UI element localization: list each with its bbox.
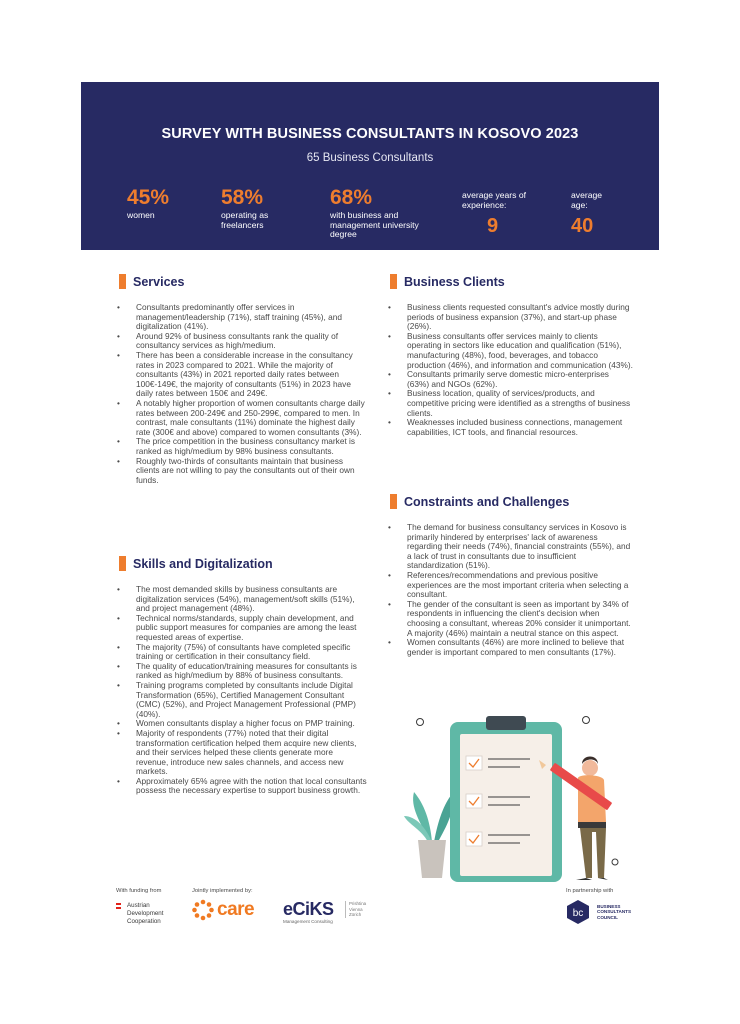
list-item: • The most demanded skills by business consultants are digitalization services (54%), management/soft skills (51%), and project management (48%). — [117, 585, 367, 614]
adc-line: Cooperation — [127, 918, 161, 925]
care-logo — [192, 899, 254, 921]
list-item: • The gender of the consultant is seen as important by 34% of respondents in influencing the client's decision when choosing a consultant, whereas 20% consider it unimportant. A majority (46%) maintain a neutral stance on this aspect. — [388, 600, 633, 638]
list-item: • Business clients requested consultant's advice mostly during periods of business expansion (37%), and start-up phase (26%). — [388, 303, 633, 332]
list-item: • Approximately 65% agree with the notion that local consultants possess the necessary expertise to support business growth. — [117, 777, 367, 796]
list-item: • The price competition in the business consultancy market is ranked as high/medium by 98% business consultants. — [117, 437, 367, 456]
bcc-emblem-icon — [565, 899, 591, 925]
bcc-line: CONSULTANTS — [597, 909, 632, 915]
list-item: • Business consultants offer services mainly to clients operating in sectors like education and qualification (51%), manufacturing (48%), food, beverages, and tobacco production (46%), and information and communication (43%). — [388, 332, 633, 370]
eciks-logo — [283, 899, 367, 924]
stat-value: 9 — [487, 215, 499, 237]
list-item: • Around 92% of business consultants rank the quality of consultancy services as high/medium. — [117, 332, 367, 351]
bcc-line: BUSINESS — [597, 903, 621, 909]
list-item: • A notably higher proportion of women consultants charge daily rates between 200-249€ and 250-299€, compared to men. In contrast, male consultants (11%) dominate the highest daily rate (300€ and above) compared to women consultants (3%). — [117, 399, 367, 437]
section-heading-skills — [119, 556, 273, 571]
stat-age — [571, 191, 631, 236]
list-item: • Majority of respondents (77%) noted that their digital transformation certification helped them acquire new clients, and their services helped these clients generate more revenue, introduce new sales channels, and access new markets. — [117, 729, 367, 777]
section-title: Business Clients — [404, 274, 505, 289]
list-item: • There has been a considerable increase in the consultancy rates in 2023 compared to 2021. While the majority of consultants (43%) in 2021 reported daily rates between 100€-149€, the majority of consultants (51%) in 2023 have daily rates between 150€ and 249€. — [117, 351, 367, 399]
stat-value: 68% — [330, 186, 373, 209]
services-list — [117, 303, 367, 485]
eciks-city: Zürich — [349, 912, 362, 917]
partnership-label: In partnership with — [566, 888, 614, 894]
adc-name — [127, 902, 163, 926]
list-item: • Technical norms/standards, supply chain development, and public support measures for companies are among the least requested areas of expertise. — [117, 614, 367, 643]
decor-circle — [417, 719, 424, 726]
stat-label: operating as freelancers — [221, 210, 269, 230]
list-item: • Women consultants (46%) are more inclined to believe that gender is important compared to men consultants (17%). — [388, 638, 633, 657]
decor-circle — [583, 717, 590, 724]
bcc-name — [597, 904, 631, 921]
stat-degree — [330, 187, 426, 240]
section-title: Skills and Digitalization — [133, 556, 273, 571]
section-heading-services — [119, 274, 184, 289]
stat-label: average age: — [571, 190, 603, 210]
adc-line: Development — [127, 910, 164, 917]
funding-label: With funding from — [116, 888, 162, 894]
list-item: • Business location, quality of services/products, and competitive pricing were identified as a strengths of business clients. — [388, 389, 633, 418]
eciks-city: Vienna — [349, 906, 363, 912]
list-item: • Weaknesses included business connections, management capabilities, ICT tools, and financial resources. — [388, 418, 633, 437]
plant-icon — [404, 792, 453, 878]
heading-accent — [119, 274, 126, 289]
stat-label: average years of experience: — [462, 190, 527, 210]
clipboard-icon — [450, 716, 562, 882]
eciks-wordmark: eCiKS — [283, 899, 334, 919]
consultant-figure — [576, 757, 608, 881]
stat-freelancers — [221, 187, 301, 230]
stat-value: 58% — [221, 186, 264, 209]
bcc-logo — [565, 899, 631, 925]
list-item: • Training programs completed by consultants include Digital Transformation (65%), Certified Management Consultant (CMC) (52%), and Project Management Professional (PMP) (40%). — [117, 681, 367, 719]
stat-value: 45% — [127, 186, 170, 209]
section-heading-constraints — [390, 494, 569, 509]
list-item: • Women consultants display a higher focus on PMP training. — [117, 719, 367, 729]
adc-logo — [116, 902, 163, 926]
clipboard-illustration — [400, 712, 640, 884]
list-item: • Consultants predominantly offer services in management/leadership (71%), staff training (45%), and digitalization (41%). — [117, 303, 367, 332]
care-hands-icon — [192, 899, 214, 921]
section-title: Services — [133, 274, 185, 289]
header-banner — [81, 82, 659, 250]
section-title: Constraints and Challenges — [404, 494, 570, 509]
list-item: • The majority (75%) of consultants have completed specific training or certification in their consultancy field. — [117, 643, 367, 662]
list-item: • The demand for business consultancy services in Kosovo is primarily hindered by enterprises' lack of awareness regarding their needs (74%), financial constraints (55%), and a lack of trust in consultants due to insufficient standardization (51%). — [388, 523, 633, 571]
list-item: • Consultants primarily serve domestic micro-enterprises (63%) and NGOs (62%). — [388, 370, 633, 389]
austria-flag-icon — [116, 903, 121, 909]
heading-accent — [119, 556, 126, 571]
implemented-label: Jointly implemented by: — [192, 888, 253, 894]
bcc-emblem-text: bc — [572, 908, 584, 919]
list-item: • The quality of education/training measures for consultants is ranked as high/medium by 88% of business consultants. — [117, 662, 367, 681]
list-item: • Roughly two-thirds of consultants maintain that business clients are not willing to pay the consultants out of their own funds. — [117, 457, 367, 486]
eciks-city: Prishtina — [349, 901, 367, 906]
stat-label: women — [127, 210, 155, 220]
page-title: SURVEY WITH BUSINESS CONSULTANTS IN KOSOVO 2023 — [161, 126, 579, 142]
heading-accent — [390, 494, 397, 509]
page-subtitle: 65 Business Consultants — [306, 152, 434, 164]
stat-women — [127, 187, 169, 221]
decor-circle — [612, 859, 618, 865]
skills-list — [117, 585, 367, 796]
clients-list — [388, 303, 633, 437]
list-item: • References/recommendations and previous positive experiences are the most important criteria when selecting a consultant. — [388, 571, 633, 600]
stat-value: 40 — [571, 215, 594, 237]
adc-line: Austrian — [127, 902, 150, 909]
section-heading-clients — [390, 274, 505, 289]
heading-accent — [390, 274, 397, 289]
stat-experience — [462, 191, 542, 236]
eciks-tagline: Management Consulting — [283, 919, 333, 924]
care-wordmark: care — [217, 899, 255, 920]
bcc-line: COUNCIL — [597, 914, 618, 920]
stat-label: with business and management university degree — [330, 210, 419, 239]
constraints-list — [388, 523, 633, 657]
eciks-cities — [345, 901, 366, 918]
